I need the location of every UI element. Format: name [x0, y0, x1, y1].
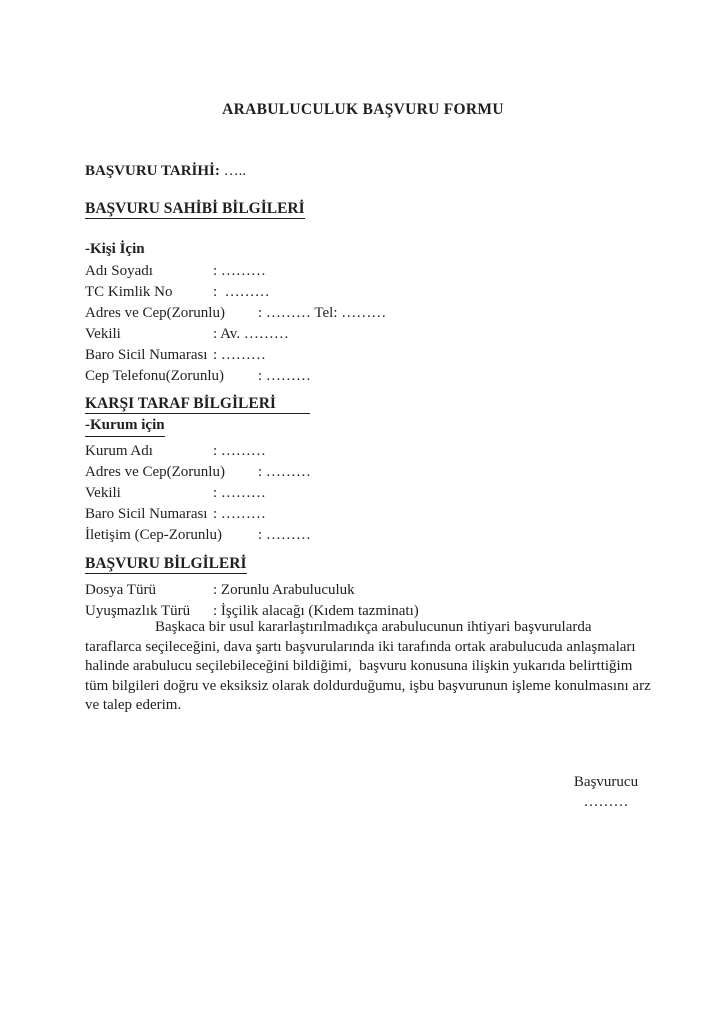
field-row — [85, 303, 641, 324]
signature-label: Başvurucu — [573, 773, 639, 790]
section-heading — [85, 200, 641, 219]
application-date-label: BAŞVURU TARİHİ: — [85, 163, 224, 179]
field-label: TC Kimlik No — [85, 284, 173, 300]
field-label: Vekili — [85, 326, 121, 342]
section-heading — [85, 395, 641, 414]
section-subheading: -Kişi İçin — [85, 241, 145, 257]
application-date-value: ….. — [223, 163, 247, 179]
field-value: : ……… — [213, 347, 266, 363]
section-application — [85, 555, 641, 622]
field-row — [85, 345, 641, 366]
field-label: Baro Sicil Numarası — [85, 347, 208, 363]
field-label: Baro Sicil Numarası — [85, 506, 208, 522]
field-row — [85, 441, 641, 462]
signature-block — [571, 772, 641, 812]
section-counterparty — [85, 395, 641, 546]
field-value: : ……… — [213, 263, 266, 279]
field-value: : ……… Tel: ……… — [258, 305, 387, 321]
field-row — [85, 282, 641, 303]
section-heading-text: KARŞI TARAF BİLGİLERİ — [85, 395, 310, 414]
field-value: : İşçilik alacağı (Kıdem tazminatı) — [213, 603, 419, 619]
declaration-line: tüm bilgileri doğru ve eksiksiz olarak doldurduğumu, işbu başvurunun işleme konulmasını arz — [85, 677, 651, 694]
field-row — [85, 504, 641, 525]
field-rows — [85, 580, 641, 622]
field-label: Adres ve Cep(Zorunlu) — [85, 464, 225, 480]
section-heading — [85, 555, 641, 574]
field-row — [85, 462, 641, 483]
field-label: Uyuşmazlık Türü — [85, 603, 191, 619]
field-row — [85, 580, 641, 601]
section-subheading-text: -Kurum için — [85, 415, 165, 437]
field-row — [85, 366, 641, 387]
document-content — [85, 0, 651, 812]
declaration-line: halinde arabulucu seçilebileceğini bildiğimi, başvuru konusuna ilişkin yukarıda belirttiğim — [85, 658, 633, 675]
section-heading-text: BAŞVURU SAHİBİ BİLGİLERİ — [85, 200, 305, 217]
field-value: : ……… — [258, 368, 311, 384]
section-heading-text: BAŞVURU BİLGİLERİ — [85, 555, 247, 572]
field-row — [85, 483, 641, 504]
section-subheading — [85, 415, 641, 437]
field-label: İletişim (Cep-Zorunlu) — [85, 527, 223, 543]
declaration-line: ve talep ederim. — [85, 697, 182, 714]
field-label: Kurum Adı — [85, 443, 153, 459]
field-value: : ……… — [213, 443, 266, 459]
field-label: Adı Soyadı — [85, 263, 153, 279]
field-label: Adres ve Cep(Zorunlu) — [85, 305, 225, 321]
field-value: : ……… — [258, 527, 311, 543]
field-row — [85, 525, 641, 546]
field-value: : ……… — [213, 485, 266, 501]
field-label: Vekili — [85, 485, 121, 501]
field-rows — [85, 441, 641, 546]
form-title: ARABULUCULUK BAŞVURU FORMU — [222, 101, 504, 118]
field-row — [85, 324, 641, 345]
field-value: : ……… — [213, 284, 270, 300]
field-rows — [85, 261, 641, 387]
field-value: : Zorunlu Arabuluculuk — [213, 582, 355, 598]
field-value: : ……… — [213, 506, 266, 522]
field-value: : Av. ……… — [213, 326, 289, 342]
field-value: : ……… — [258, 464, 311, 480]
declaration-line: taraflarca seçileceğini, dava şartı başvurularında iki tarafında ortak arabulucuda anlaşmaları — [85, 638, 636, 655]
application-date — [85, 163, 641, 180]
declaration-line: Başkaca bir usul kararlaştırılmadıkça arabulucunun ihtiyari başvurularda — [155, 619, 592, 635]
field-row — [85, 261, 641, 282]
field-label: Dosya Türü — [85, 582, 156, 598]
signature-dots: ……… — [583, 793, 629, 810]
section-applicant — [85, 200, 641, 387]
declaration-paragraph — [85, 618, 651, 716]
field-label: Cep Telefonu(Zorunlu) — [85, 368, 225, 384]
